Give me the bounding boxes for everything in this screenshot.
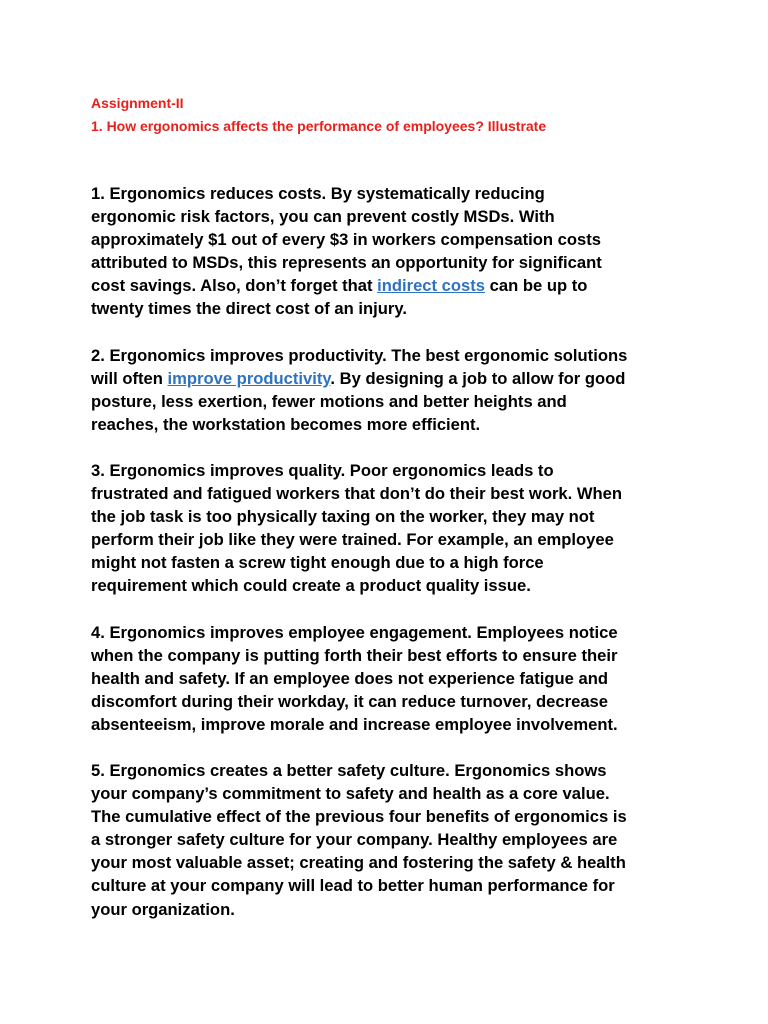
question-heading: 1. How ergonomics affects the performance of employees? Illustrate [91, 118, 547, 134]
paragraph-employee-engagement [91, 621, 691, 736]
text-line: absenteeism, improve morale and increase employee involvement. [91, 714, 618, 734]
paragraph-reduces-costs [91, 182, 691, 321]
text-fragment: . By designing a job to allow for good [330, 368, 626, 388]
text-line: the job task is too physically taxing on the worker, they may not [91, 507, 595, 527]
text-line: 3. Ergonomics improves quality. Poor ergonomics leads to [91, 460, 554, 480]
text-line: ergonomic risk factors, you can prevent costly MSDs. With [91, 207, 555, 227]
text-line: reaches, the workstation becomes more efficient. [91, 414, 481, 434]
text-line: a stronger safety culture for your company. Healthy employees are [91, 830, 618, 850]
document-page [91, 92, 691, 921]
text-line: your most valuable asset; creating and fostering the safety & health [91, 853, 626, 873]
text-line: culture at your company will lead to better human performance for [91, 876, 615, 896]
text-line: might not fasten a screw tight enough due to a high force [91, 553, 544, 573]
text-line: health and safety. If an employee does not experience fatigue and [91, 668, 608, 688]
assignment-title: Assignment-II [91, 95, 184, 111]
text-line: twenty times the direct cost of an injury. [91, 299, 407, 319]
text-line: posture, less exertion, fewer motions and better heights and [91, 391, 567, 411]
text-line: 2. Ergonomics improves productivity. The best ergonomic solutions [91, 345, 628, 365]
text-line: 5. Ergonomics creates a better safety culture. Ergonomics shows [91, 760, 607, 780]
text-line: 1. Ergonomics reduces costs. By systematically reducing [91, 184, 545, 203]
text-fragment: cost savings. Also, don’t forget that [91, 276, 378, 296]
text-line: frustrated and fatigued workers that don’t do their best work. When [91, 484, 623, 504]
text-line: when the company is putting forth their best efforts to ensure their [91, 645, 618, 665]
indirect-costs-link[interactable]: indirect costs [377, 276, 486, 296]
text-fragment: can be up to [485, 276, 588, 296]
text-fragment: will often [91, 368, 168, 388]
text-line [91, 274, 691, 297]
paragraph-improves-productivity [91, 344, 691, 436]
text-line [91, 367, 691, 390]
improve-productivity-link[interactable]: improve productivity [167, 368, 331, 388]
text-line: approximately $1 out of every $3 in workers compensation costs [91, 230, 601, 250]
text-line: requirement which could create a product quality issue. [91, 576, 531, 596]
text-line: your company’s commitment to safety and health as a core value. [91, 784, 610, 804]
paragraph-safety-culture [91, 759, 691, 921]
text-line: The cumulative effect of the previous four benefits of ergonomics is [91, 807, 627, 827]
text-line: perform their job like they were trained. For example, an employee [91, 530, 614, 550]
text-line: your organization. [91, 899, 235, 919]
text-line: attributed to MSDs, this represents an opportunity for significant [91, 253, 602, 273]
paragraph-improves-quality [91, 459, 691, 598]
text-line: discomfort during their workday, it can reduce turnover, decrease [91, 691, 609, 711]
text-line: 4. Ergonomics improves employee engagement. Employees notice [91, 622, 618, 642]
